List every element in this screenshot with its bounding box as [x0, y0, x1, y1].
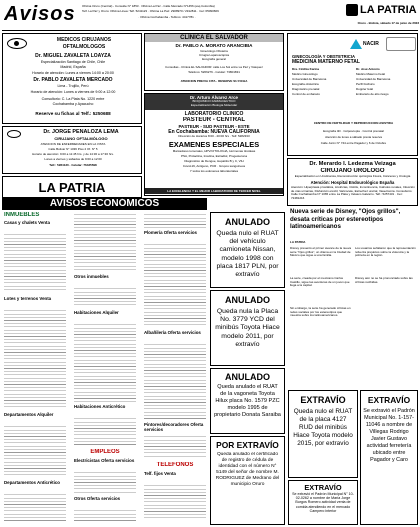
jorge-spec: CIRUJANO OFTALMÓLOGO: [54, 136, 108, 141]
gin-left-line: Médico Ginecólogo: [292, 73, 318, 76]
masthead: [0, 0, 420, 34]
avisos-economicos-title: AVISOS ECONÓMICOS: [49, 198, 160, 209]
habitaciones-anticretico-heading: Habitaciones Anticrético: [74, 404, 126, 409]
gin-right-line: Perfil biofísico: [356, 83, 375, 86]
doctor-right: [356, 68, 416, 116]
pasteur-exam-line-2: PSA, Prolactina, Insulina, Estradiol, Progesterona: [180, 155, 248, 158]
plomeria-listing: [144, 242, 206, 328]
veizaga-spec: CIRUJANO UROLÓGO: [320, 168, 385, 174]
pintores-listing: [144, 434, 206, 458]
doctor-2-name: Dr. PABLO ZAVALETA MERCADO: [33, 77, 113, 83]
logo-text: LA PATRIA: [360, 4, 417, 16]
clinica-doctor: Dr. PABLO A. MORATO ARANCIBIA: [175, 43, 253, 48]
clinica-line-1: Ginecólogo Obstetra: [200, 50, 228, 53]
doctor-1-spec-2: Madrid, España: [60, 65, 86, 69]
gin-left-line: Dra. Cinthia Karina: [292, 68, 320, 71]
pasteur-hours: Dirección de Horarios 8:00 - 20:00 hrs · Telf. 5282333: [178, 135, 250, 138]
gin-left-line: Ecografía obstétrica: [292, 83, 319, 86]
gin-right-line: Universidad de Barcelona: [356, 78, 391, 81]
ginecologia-title: GINECOLOGÍA Y OBSTETRICIA: [292, 54, 355, 59]
electricistas-heading: Electricistas Oferta servicios: [74, 458, 135, 463]
habitaciones-alquiler-heading: Habitaciones Alquiler: [74, 310, 119, 315]
clinica-line-6: ATENCIÓN PREVIA CITA · RESERVE SU FICHA: [180, 80, 248, 83]
otros-inmuebles-listing: [74, 286, 136, 308]
anulado-title: ANULADO: [225, 217, 270, 227]
ad-clinica-salvador: [144, 33, 284, 91]
ad-pasteur: [144, 93, 284, 196]
university-logo: [386, 37, 416, 51]
extravio-body: Queda nulo el RUAT de la placa 4127 RUD del minibús Hiace Toyota modelo 2015, por extravío: [293, 408, 353, 447]
otros-inmuebles-heading: Otros inmuebles: [74, 274, 109, 279]
medicos-address: Consultorio: C. La Plata No. 1220 entre: [41, 97, 105, 101]
banner-text: LA PATRIA: [38, 180, 106, 195]
office-line-3: · Oficina Cochabamba - Telfono: 4417781 ·: [138, 16, 196, 19]
logo-emblem-icon: [346, 4, 358, 16]
jorge-line-3: Horario de atención: 9:00 a 11:45 hrs. y de 14:30 a 17:30 hrs.: [32, 153, 114, 156]
empleos-heading: EMPLEOS: [90, 449, 120, 455]
ad-ginecologia: [287, 33, 418, 156]
otros-servicios-listing: [74, 508, 136, 522]
gin-right-line: Dr. José Antonio: [356, 68, 380, 71]
gin-right-line: Doppler fetal: [356, 88, 374, 91]
extravio-title: EXTRAVÍO: [304, 483, 342, 492]
jorge-line-1: ATENCIÓN DE ENFERMEDADES EN LA VISTA: [40, 143, 106, 146]
fertilidad-title: CENTRO DE FERTILIDAD Y REPRODUCCIÓN ASISTIDA: [313, 122, 394, 125]
article-paragraph: Sin embargo, la serie ha generado críticas en redes sociales por los estereotipos que muestra sobre los latinoamericanos.: [290, 307, 351, 318]
habitaciones-anticretico-listing: [74, 416, 136, 446]
pasteur-name-1: LABORATORIO CLÍNICO: [184, 111, 244, 117]
doctor-2-spec: Lima - Trujillo, Perú: [57, 84, 89, 88]
gin-right-line: Médico Materno Fetal: [356, 73, 386, 76]
pasteur-exam-line-1: Marcadores tumorales, HPV/CITOLOGÍA, Hormonas tiroideas: [172, 150, 256, 153]
col2-listing-top: [74, 212, 136, 270]
clinica-line-3: Ecografía general: [202, 58, 226, 61]
medicos-title-2: OFTALMÓLOGOS: [62, 44, 106, 50]
classified-col-1: [2, 212, 68, 525]
doctor-left: [292, 68, 352, 116]
otros-servicios-heading: Otros Oferta servicios: [74, 496, 121, 501]
por-extravio-box: [210, 436, 285, 525]
clinica-title: CLÍNICA EL SALVADOR: [145, 34, 283, 42]
lotes-listing: [4, 308, 66, 408]
pasteur-sucursal: PASTEUR - SUD PASTEUR - ESTE: [178, 124, 250, 129]
casas-heading: Casas y chalets Venta: [4, 220, 50, 225]
pasteur-exam-line-4: Covid-19, Antígeno, PCR · Grupos sanguíneos: [182, 165, 246, 168]
pasteur-lab-line-1: Dr. Arturo Álvarez Arce: [190, 95, 238, 100]
telf-fijos-listing: [144, 483, 206, 521]
extravio-title: EXTRAVÍO: [300, 395, 346, 405]
classified-col-2: [72, 212, 138, 525]
medicos-address-2: Cochabamba y Ayacucho: [52, 102, 94, 106]
la-patria-logo: [346, 2, 418, 18]
anulado-box-1: [210, 212, 285, 288]
por-extravio-body: Queda anulado el certificado de registro de cédula de identidad con el número N° 5149 del señor de nombre M. RODRIGUEZ de Medrano del municipio Oruro: [215, 452, 280, 487]
veizaga-text: Atención: Hiperplasia prostática, Litotricias, Cistitis, Incontinencia, Cálculos renales, Infección de vías urinarias, Disfunción eréctil, Varicocele, Estrechez uretral, Vasectomía. Consultorio: Calle Cochabamba N° 1065 entre La Plata y Velasco Galvarro. Telf.: 5257431 · Cel.: 72481216: [291, 186, 415, 200]
albanileria-heading: Albañilería Oferta servicios: [144, 330, 201, 335]
anulado-title: ANULADO: [225, 372, 270, 382]
plomeria-heading: Plomería Oferta servicios: [144, 230, 197, 235]
doctor-1-name: Dr. MIGUEL ZAVALETA LOAYZA: [35, 53, 111, 59]
pasteur-contact: En Cochabamba: NUEVA CALIFORNIA: [168, 129, 260, 135]
anulado-box-3: [210, 368, 285, 434]
extravio-box-1: [288, 390, 358, 478]
eye-icon: [7, 38, 27, 49]
jorge-line-2: Calle Bolivar N° 1036 Piso 2 Of. Nº 5: [48, 148, 98, 151]
albanileria-listing: [144, 342, 206, 420]
office-line-1: Oficina Oruro (Central) - Consulte N° 1853 · Oficina La Paz - Calle Mercado N°1456 (esq.Colombia): [82, 5, 215, 8]
extravio-body: Se extravió el Padrón Municipal No. 1-157-11046 a nombre de Villegas Rodrigo Javier Gustavo actividad ferretería ubicado entre Pagador y Caro: [363, 408, 415, 463]
extravio-body: Se extravió el Padrón Municipal N° 10-02-0262 a nombre de María Jorge Burgos Romero actividad venta de comida atendiendo en el mercado Campero interior: [292, 492, 354, 513]
anulado-body: Queda nulo el RUAT del vehículo camioneta Nissan, modelo 1998 con placa 1817 PLN, por extravío: [216, 230, 279, 279]
date-line: Oruro - Bolivia, sábado 17 de junio de 2023: [357, 22, 419, 25]
doctor-2-hours: Horario de atención: Lunes a viernes de 9:00 a 12:00: [30, 90, 116, 94]
classified-col-3: [142, 212, 208, 525]
clinica-line-5: Teléfono: 5266276 - Celular: 73801831: [188, 71, 240, 74]
avisos-economicos-header: [2, 198, 207, 210]
pasteur-lab-line-2: BIOQUÍMICO FARMACÉUTICO: [192, 100, 236, 103]
article-headline: Nueva serie de Disney, "Ojos grillos", desata críticas por estereotipos latinoamericanos: [290, 208, 401, 231]
pintores-heading: Pintores/decoradores Oferta servicios: [144, 422, 204, 432]
medicos-title-1: MÉDICOS CIRUJANOS: [56, 37, 112, 43]
casas-listing: [4, 232, 66, 292]
pasteur-exam-line-3: Diagnóstico de Dengue, Hepatitis B y C, VIH: [184, 160, 244, 163]
ad-jorge-penaloza: [2, 126, 142, 174]
fertilidad-line-3: Calle Junín N° 744 entre Pagador y 6 de Octubre: [320, 142, 387, 145]
doctor-1-spec-1: Especialización Santiago de Chile, Chile: [40, 60, 106, 64]
pasteur-name-2: PASTEUR - CENTRAL: [182, 117, 246, 123]
la-patria-banner: [2, 176, 142, 198]
gin-right-line: Embarazo de alto riesgo: [356, 93, 389, 96]
jorge-line-5: Telf.: 5284130 · Celular: 76435598: [49, 164, 97, 167]
inmuebles-heading: INMUEBLES: [4, 212, 40, 218]
doctor-1-hours: Horario de atención: Lunes a viernes 14:00 a 20:00: [32, 71, 114, 75]
extravio-box-2: [288, 480, 358, 525]
deptos-alquiler-listing: [4, 424, 66, 476]
anulado-title: ANULADO: [225, 295, 270, 305]
pasteur-lab-line-3: Especialización Biología Molecular: [190, 104, 238, 107]
article-paragraph: La serie, creada por el mexicano Carlos Castillo, sigue las aventuras de un joven que llega a la capital.: [290, 277, 350, 288]
ad-medicos-cirujanos: [2, 33, 142, 124]
clinica-line-4: Consultas - Clínica EL SALVADOR: calle Los Sol entre La Paz y Vásquez: [165, 66, 263, 69]
fertilidad-line-1: Ecografía 4D · Colposcopia · Control prenatal: [323, 130, 384, 133]
col3-listing-top: [144, 212, 206, 228]
jorge-line-4: Lunes a viernes y sábados de 9:00 a 12:00: [44, 158, 102, 161]
pasteur-exam-line-5: Y todos los exámenes laboratoriales: [189, 170, 239, 173]
eye-icon: [7, 130, 21, 138]
deptos-anticretico-listing: [4, 492, 66, 522]
article-paragraph: Disney presentó el primer avance de la nueva serie "Ojos grillos", un drama en la Ciudad de México que sigue a una familia.: [290, 247, 352, 258]
extravio-title: EXTRAVÍO: [367, 395, 411, 405]
article-byline: LA PATRIA: [290, 241, 306, 244]
article-paragraph: Disney aún no se ha pronunciado sobre las críticas recibidas.: [355, 277, 413, 284]
telf-fijos-heading: Telf. fijos Venta: [144, 471, 176, 476]
pasteur-footer: LA EXCELENCIA Y EL MEJOR LABORATORIO DE TERCER NIVEL: [145, 188, 283, 194]
gin-left-line: Control de embarazo: [292, 93, 321, 96]
electricistas-listing: [74, 470, 136, 494]
anulado-body: Queda nula la Placa No. 3779 YCD del minibús Toyota Hiace modelo 2011, por extravío: [215, 308, 280, 348]
anulado-body: Queda anulado el RUAT de la vagoneta Toyota Hilux placa No. 1579 PZC modelo 1995 de propietario Donata Saraiba: [214, 384, 281, 418]
news-article: [288, 208, 418, 388]
deptos-anticretico-heading: Departamentos Anticrético: [4, 480, 60, 485]
por-extravio-title: POR EXTRAVÍO: [216, 440, 279, 450]
gin-left-line: Diagnóstico prenatal: [292, 88, 320, 91]
fertilidad-line-2: Atención de lunes a sábado previa reserva: [325, 136, 382, 139]
ginecologia-subtitle: MEDICINA MATERNO FETAL: [292, 59, 360, 65]
veizaga-line-2: Atención: Hospital Endourológico España: [310, 180, 395, 185]
clinica-line-2: Cirugía Laparoscópica: [198, 54, 230, 57]
medicos-phone: Reserve su fichas al Telf.: 5250688: [35, 111, 111, 116]
deptos-alquiler-heading: Departamentos Alquiler: [4, 412, 54, 417]
telefonos-heading: TELÉFONOS: [156, 462, 194, 468]
avisos-title: Avisos: [4, 3, 76, 25]
pasteur-examenes: EXAMENES ESPECIALES: [168, 140, 260, 149]
office-line-2: Telf. La Paz y Oruro: Oficina Linea: Telf. 5241123 · Oficina La Paz: 2908970 / 2912811 · Cel: 65090669: [82, 10, 219, 13]
triangle-icon: [350, 39, 362, 49]
article-paragraph: Los usuarios señalaron que la representación refuerza prejuicios sobre la violencia y la pobreza en la región.: [355, 247, 416, 258]
extravio-box-3: [360, 390, 418, 525]
habitaciones-alquiler-listing: [74, 322, 136, 402]
nacir-logo: NACIR: [350, 38, 380, 50]
veizaga-line-1: Especialización en Urodinamia, Reconstrucción quirúrgica Fisura, Cánceres y Urología: [294, 175, 411, 178]
lotes-heading: Lotes y terrenos Venta: [4, 296, 52, 301]
ad-veizaga: [287, 158, 418, 206]
anulado-box-2: [210, 290, 285, 366]
veizaga-doctor: Dr. Merardo I. Ledezma Veizaga: [309, 161, 396, 167]
pasteur-lab-header: [145, 94, 283, 110]
jorge-doctor: Dr. JORGE PEÑALOZA LEMA: [43, 129, 119, 135]
gin-left-line: Universidad de Barcelona: [292, 78, 327, 81]
